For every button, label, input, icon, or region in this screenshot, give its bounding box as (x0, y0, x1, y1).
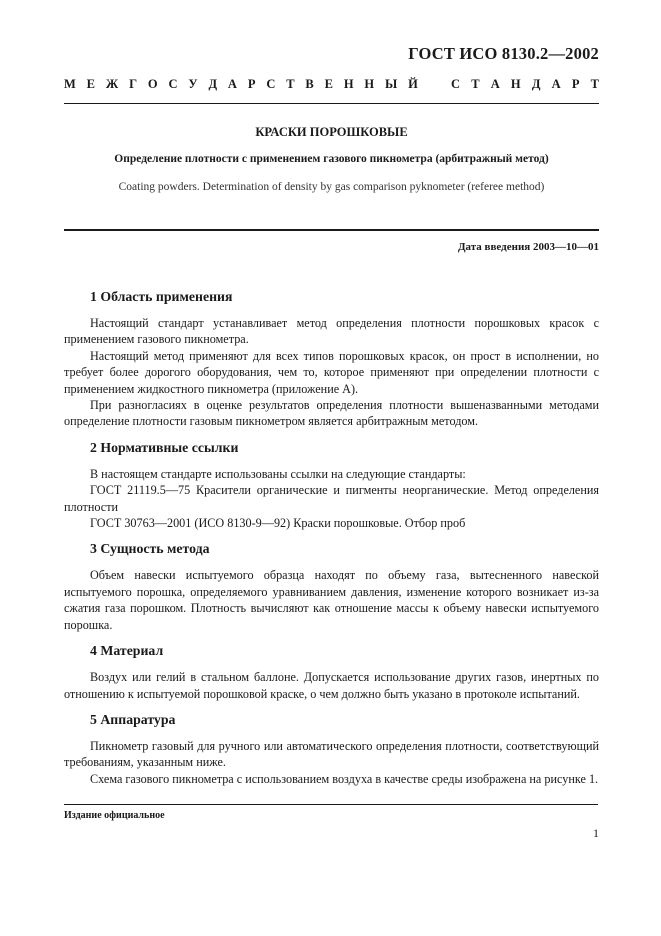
paragraph: Настоящий метод применяют для всех типов порошковых красок, он прост в исполнении, но требует более дорогого оборудования, чем то, которое применяют при определении плотности с применением жидкостного пикнометра (приложение А). (64, 348, 599, 396)
paragraph: В настоящем стандарте использованы ссылки на следующие стандарты: (90, 466, 466, 481)
section-material (64, 642, 599, 702)
paragraph: Схема газового пикнометра с использованием воздуха в качестве среды изображена на рисунке 1. (90, 771, 599, 786)
header-divider (64, 103, 599, 104)
paragraph: ГОСТ 21119.5—75 Красители органические и пигменты неорганические. Метод определения плотности (64, 483, 599, 514)
english-title: Coating powders. Determination of density by gas comparison pyknometer (referee method) (118, 181, 545, 193)
section-heading: 1 Область применения (90, 289, 233, 304)
document-title: КРАСКИ ПОРОШКОВЫЕ (255, 125, 408, 139)
interstate-standard-banner (64, 77, 599, 92)
section-heading: 5 Аппаратура (90, 711, 176, 727)
paragraph: Воздух или гелий в стальном баллоне. Допускается использование других газов, инертных по отношению к испытуемой порошковой краске, о чем должно быть указано в протоколе испытаний. (64, 670, 599, 701)
banner-word-standard: С Т А Н Д А Р Т (451, 77, 599, 91)
paragraph: Пикнометр газовый для ручного или автоматического определения плотности, соответствующий требованиям, указанным ниже. (64, 738, 599, 770)
footer-divider (64, 804, 598, 805)
official-edition-note: Издание официальное (64, 810, 165, 821)
section-heading: 3 Сущность метода (90, 541, 210, 557)
banner-word-interstate: М Е Ж Г О С У Д А Р С Т В Е Н Н Ы Й (64, 77, 418, 91)
section-method-essence (64, 540, 599, 633)
section-heading: 4 Материал (90, 643, 164, 659)
paragraph: Объем навески испытуемого образца находят по объему газа, вытесненного навеской испытуемого порошка, определяемого уравниванием давления, изменение которого возникает из-за сжатия газа порошком. Плотность вычисляют как отношение массы к объему навески испытуемого порошка. (64, 568, 599, 632)
paragraph: ГОСТ 30763—2001 (ИСО 8130-9—92) Краски порошковые. Отбор проб (90, 516, 466, 531)
document-body (64, 288, 599, 796)
standard-code: ГОСТ ИСО 8130.2—2002 (408, 44, 599, 63)
section-heading: 2 Нормативные ссылки (90, 439, 239, 455)
document-subtitle: Определение плотности с применением газового пикнометра (арбитражный метод) (114, 153, 549, 165)
title-divider (64, 229, 599, 231)
page-number: 1 (593, 826, 599, 840)
introduction-date: Дата введения 2003—10—01 (457, 241, 599, 253)
section-normative-references (64, 439, 599, 532)
section-scope (64, 288, 599, 430)
section-apparatus (64, 711, 599, 787)
paragraph: Настоящий стандарт устанавливает метод определения плотности порошковых красок с применением газового пикнометра. (64, 316, 599, 347)
paragraph: При разногласиях в оценке результатов определения плотности вышеназванными методами определение плотности газовым пикнометром является арбитражным методом. (64, 398, 599, 429)
